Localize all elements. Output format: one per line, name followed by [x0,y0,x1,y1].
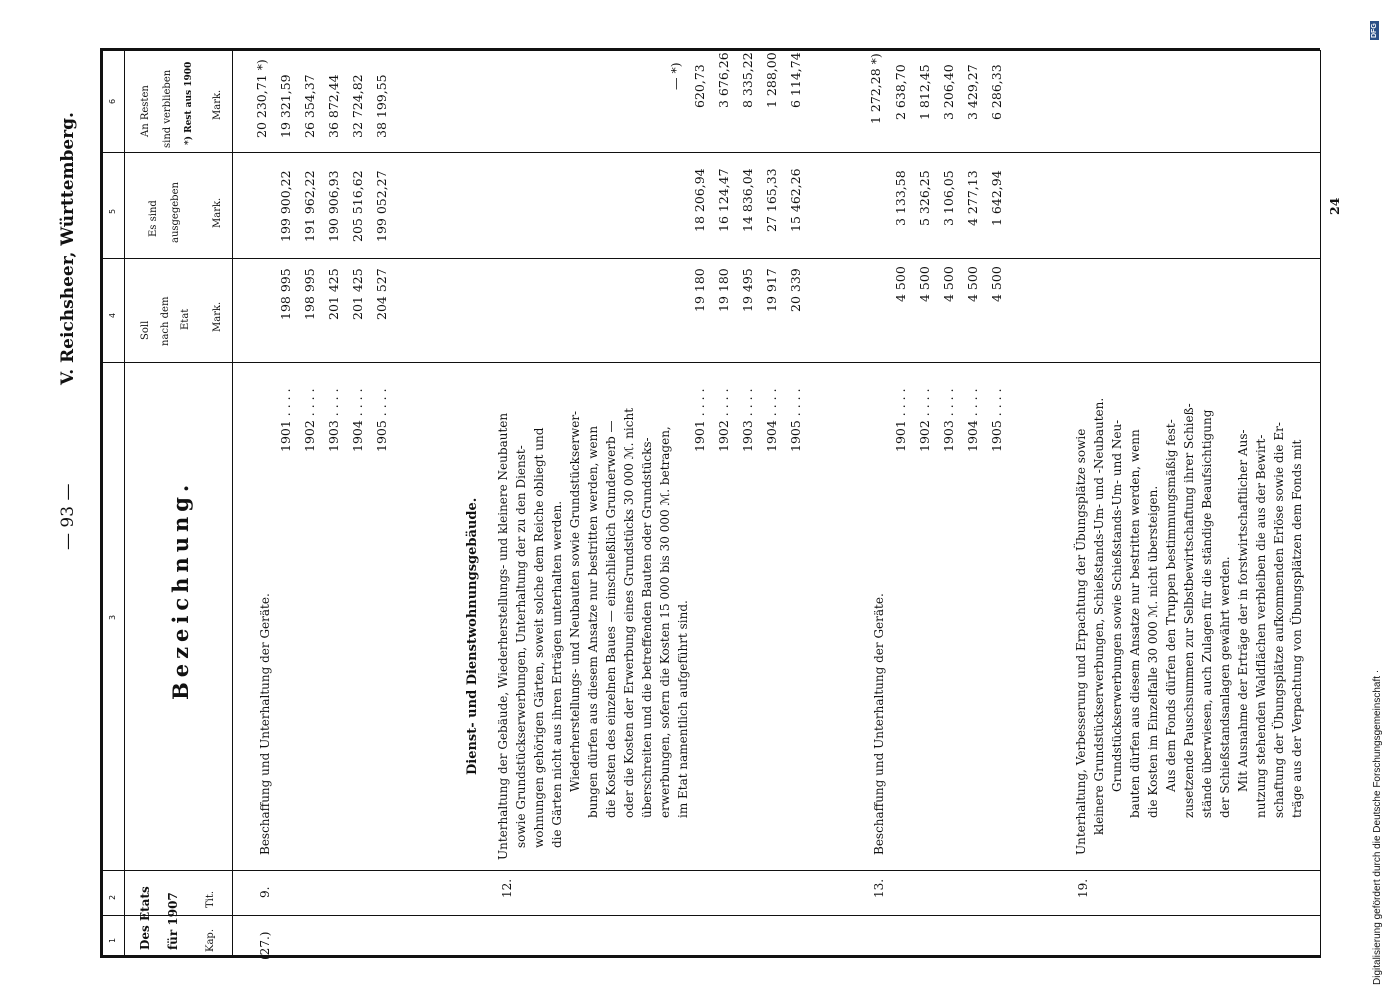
s13-rest-star: 1 272,28 *) [868,53,883,124]
col-sep-3-4 [100,362,1320,363]
col6-line1: An Resten [140,85,151,137]
col5-unit: Mark. [212,197,223,228]
s12-text-8: überschreiten und die betreffenden Bauten oder Grundstücks- [640,437,654,818]
s12-text-10: im Etat namentlich aufgeführt sind. [676,600,690,818]
s12-year-1904: 1904 . . . . [764,388,779,452]
s13-soll-1902: 4 500 [917,266,932,302]
col-sep-1-2 [100,915,1320,916]
s12-text-9: erwerbungen, sofern die Kosten 15 000 bis 30 000 ℳ. betragen, [658,426,672,818]
s9-soll-1905: 204 527 [374,268,389,320]
s13-rest-1905: 6 286,33 [989,64,1004,120]
s12-text-6: die Kosten des einzelnen Baues — einschließlich Grunderwerb — [604,420,618,818]
section-13-text: Beschaffung und Unterhaltung der Geräte. [872,593,886,855]
s9-year-1901: 1901 . . . . [278,388,293,452]
s12-rest-1905: 6 114,74 [788,52,803,108]
s12-ausg-1901: 18 206,94 [692,168,707,232]
s13-ausg-1905: 1 642,94 [989,170,1004,226]
s9-ausg-1902: 191 962,22 [302,170,317,242]
col3-title: Bezeichnung. [168,479,193,700]
s19-text-11: schaftung der Übungsplätze aufkommenden Erlöse sowie die Er- [1272,422,1286,818]
s12-ausg-1903: 14 836,04 [740,168,755,232]
col12-title-line2: für 1907 [166,892,180,950]
s9-year-1902: 1902 . . . . [302,388,317,452]
dfg-logo: DFG [1371,23,1378,38]
s12-year-1901: 1901 . . . . [692,388,707,452]
col4-line1: Soll [140,320,151,340]
s12-text-0: Unterhaltung der Gebäude, Wiederherstellungs- und kleinere Neubauten [496,412,510,860]
s12-soll-1904: 19 917 [764,268,779,312]
s12-rest-1903: 8 335,22 [740,52,755,108]
s13-soll-1904: 4 500 [965,266,980,302]
col2-sub: Tit. [205,890,216,908]
s12-soll-1901: 19 180 [692,268,707,312]
s19-text-10: nutzung stehenden Waldflächen verbleiben die aus der Bewirt- [1254,434,1268,818]
s13-ausg-1901: 3 133,58 [893,170,908,226]
s12-text-3: die Gärten nicht aus ihren Erträgen unterhalten werden. [550,500,564,848]
s9-year-1904: 1904 . . . . [350,388,365,452]
s13-ausg-1903: 3 106,05 [941,170,956,226]
s13-soll-1901: 4 500 [893,266,908,302]
s13-year-1903: 1903 . . . . [941,388,956,452]
s9-ausg-1904: 205 516,62 [350,170,365,242]
s19-text-12: träge aus der Verpachtung von Übungsplätzen dem Fonds mit [1290,439,1304,818]
section-9-tit: 9. [258,886,272,898]
s12-year-1903: 1903 . . . . [740,388,755,452]
s19-text-9: Mit Ausnahme der Erträge der in forstwirtschaftlicher Aus- [1236,429,1250,792]
col4-unit: Mark. [212,301,223,332]
s13-soll-1905: 4 500 [989,266,1004,302]
s9-ausg-1905: 199 052,27 [374,170,389,242]
s19-text-1: kleinere Grundstückserwerbungen, Schießstands-Um- und -Neubauten. [1092,397,1106,835]
s9-rest-4: 36 872,44 [326,74,341,138]
col6-note: *) Rest aus 1900 [184,61,194,145]
s19-text-2: Grundstückserwerbungen sowie Schießstands-Um- und Neu- [1110,419,1124,792]
s13-rest-1902: 1 812,45 [917,64,932,120]
s9-rest-3: 26 354,37 [302,74,317,138]
s9-soll-1904: 201 425 [350,268,365,320]
col-sep-5-6 [100,152,1320,153]
colnum-4: 4 [108,312,117,318]
col4-line3: Etat [180,308,191,330]
s13-year-1904: 1904 . . . . [965,388,980,452]
section-9-text: Beschaffung und Unterhaltung der Geräte. [258,593,272,855]
col5-line2: ausgegeben [170,182,181,243]
s9-rest-2: 19 321,59 [278,74,293,138]
s9-rest-5: 32 724,82 [350,74,365,138]
col5-line1: Es sind [148,200,159,237]
s9-ausg-1903: 190 906,93 [326,170,341,242]
s12-rest-1904: 1 288,00 [764,52,779,108]
col-sep-4-5 [100,258,1320,259]
col6-unit: Mark. [212,89,223,120]
s12-soll-1905: 20 339 [788,268,803,312]
s9-rest-6: 38 199,55 [374,74,389,138]
section-13-tit: 13. [872,878,886,898]
s9-rest-1: 20 230,71 *) [254,59,269,138]
s9-year-1903: 1903 . . . . [326,388,341,452]
s12-year-1905: 1905 . . . . [788,388,803,452]
s12-text-5: bungen dürfen aus diesem Ansatze nur bestritten werden, wenn [586,425,600,818]
s12-text-7: oder die Kosten der Erwerbung eines Grundstücks 30 000 ℳ. nicht [622,407,636,818]
digitization-note: Digitalisierung gefördert durch die Deutsche Forschungsgemeinschaft · [1372,669,1383,985]
header-rule-numbers [124,50,125,958]
s12-rest-1901: 620,73 [692,64,707,108]
s19-text-0: Unterhaltung, Verbesserung und Erpachtung der Übungsplätze sowie [1074,428,1088,855]
s13-ausg-1904: 4 277,13 [965,170,980,226]
s19-text-7: stände überwiesen, auch Zulagen für die ständige Beaufsichtigung [1200,409,1214,818]
section-19-tit: 19. [1076,878,1090,898]
col1-sub: Kap. [205,928,216,952]
colnum-5: 5 [108,208,117,214]
s9-soll-1903: 201 425 [326,268,341,320]
s19-text-4: die Kosten im Einzelfalle 30 000 ℳ. nicht übersteigen. [1146,485,1160,818]
table-top-border [100,48,1320,51]
s12-ausg-1902: 16 124,47 [716,168,731,232]
s13-year-1902: 1902 . . . . [917,388,932,452]
col12-title-line1: Des Etats [138,886,152,950]
s13-ausg-1902: 5 326,25 [917,170,932,226]
colnum-2: 2 [108,894,117,900]
col4-line2: nach dem [160,296,171,346]
col-sep-2-3 [100,870,1320,871]
bottom-page-number: 24 [1327,197,1342,215]
s19-text-3: bauten dürfen aus diesem Ansatze nur bestritten werden, wenn [1128,429,1142,818]
s12-text-2: wohnungen gehörigen Gärten, soweit solche dem Reiche obliegt und [532,427,546,848]
s12-rest-star: — *) [668,62,683,90]
table-bottom-border [100,955,1320,958]
section-9-kap: (27.) [258,931,272,960]
s12-ausg-1904: 27 165,33 [764,168,779,232]
s13-year-1901: 1901 . . . . [893,388,908,452]
s19-text-6: zusetzende Pauschsummen zur Selbstbewirtschaftung ihrer Schieß- [1182,403,1196,818]
s12-text-1: sowie Grundstückserwerbungen, Unterhaltung der zu den Dienst- [514,445,528,848]
colnum-3: 3 [108,614,117,620]
s13-soll-1903: 4 500 [941,266,956,302]
s13-year-1905: 1905 . . . . [989,388,1004,452]
s12-soll-1903: 19 495 [740,268,755,312]
section-12-tit: 12. [500,878,514,898]
s13-rest-1904: 3 429,27 [965,64,980,120]
s13-rest-1903: 3 206,40 [941,64,956,120]
s9-ausg-1901: 199 900,22 [278,170,293,242]
table-right-border [1320,50,1321,958]
table-left-border [100,50,103,958]
col6-line2: sind verblieben [162,69,173,148]
s13-rest-1901: 2 638,70 [893,64,908,120]
s12-ausg-1905: 15 462,26 [788,168,803,232]
page-heading: V. Reichsheer, Württemberg. [58,112,78,385]
s9-soll-1901: 198 995 [278,268,293,320]
s12-rest-1902: 3 676,26 [716,52,731,108]
s9-year-1905: 1905 . . . . [374,388,389,452]
s12-year-1902: 1902 . . . . [716,388,731,452]
header-rule-titles [232,50,233,958]
s19-text-5: Aus dem Fonds dürfen den Truppen bestimmungsmäßig fest- [1164,419,1178,792]
s12-soll-1902: 19 180 [716,268,731,312]
s12-text-4: Wiederherstellungs- und Neubauten sowie Grundstückserwer- [568,410,582,792]
section-12-heading: Dienst- und Dienstwohnungsgebäude. [465,497,480,775]
page-number: — 93 — [58,483,78,550]
s19-text-8: der Schießstandsanlagen gewährt werden. [1218,556,1232,818]
colnum-1: 1 [108,937,117,943]
colnum-6: 6 [108,98,117,104]
s9-soll-1902: 198 995 [302,268,317,320]
